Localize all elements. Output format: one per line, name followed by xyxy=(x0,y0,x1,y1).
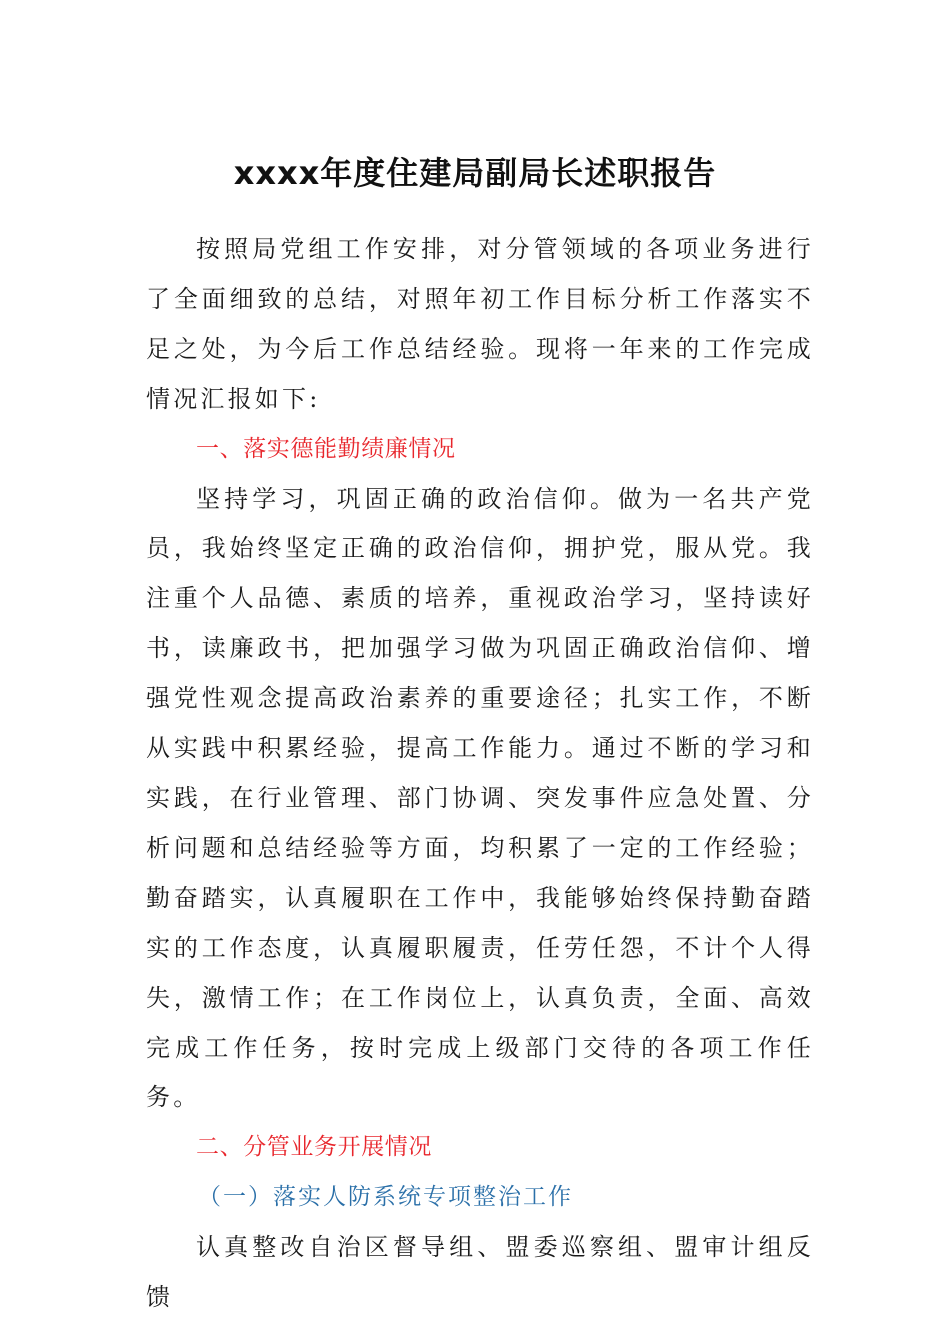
section1-heading: 一、落实德能勤绩廉情况 xyxy=(196,435,456,462)
document-title: xxxx年度住建局副局长述职报告 xyxy=(233,154,717,192)
subsection1-paragraph: 认真整改自治区督导组、盟委巡察组、盟审计组反馈 xyxy=(146,1233,814,1312)
section2-heading: 二、分管业务开展情况 xyxy=(196,1134,432,1161)
intro-paragraph: 按照局党组工作安排，对分管领域的各项业务进行了全面细致的总结，对照年初工作目标分析工作落实不足之处，为今后工作总结经验。现将一年来的工作完成情况汇报如下: xyxy=(146,235,814,413)
section1-paragraph: 坚持学习，巩固正确的政治信仰。做为一名共产党员，我始终坚定正确的政治信仰，拥护党，服从党。我注重个人品德、素质的培养，重视政治学习，坚持读好书，读廉政书，把加强学习做为巩固正确政治信仰、增强党性观念提高政治素养的重要途径；扎实工作，不断从实践中积累经验，提高工作能力。通过不断的学习和实践，在行业管理、部门协调、突发事件应急处置、分析问题和总结经验等方面，均积累了一定的工作经验；勤奋踏实，认真履职在工作中，我能够始终保持勤奋踏实的工作态度，认真履职履责，任劳任怨，不计个人得失，激情工作；在工作岗位上，认真负责，全面、高效完成工作任务，按时完成上级部门交待的各项工作任务。 xyxy=(146,484,814,1112)
document-body xyxy=(146,225,814,1323)
subsection1-heading: （一）落实人防系统专项整治工作 xyxy=(198,1184,573,1211)
